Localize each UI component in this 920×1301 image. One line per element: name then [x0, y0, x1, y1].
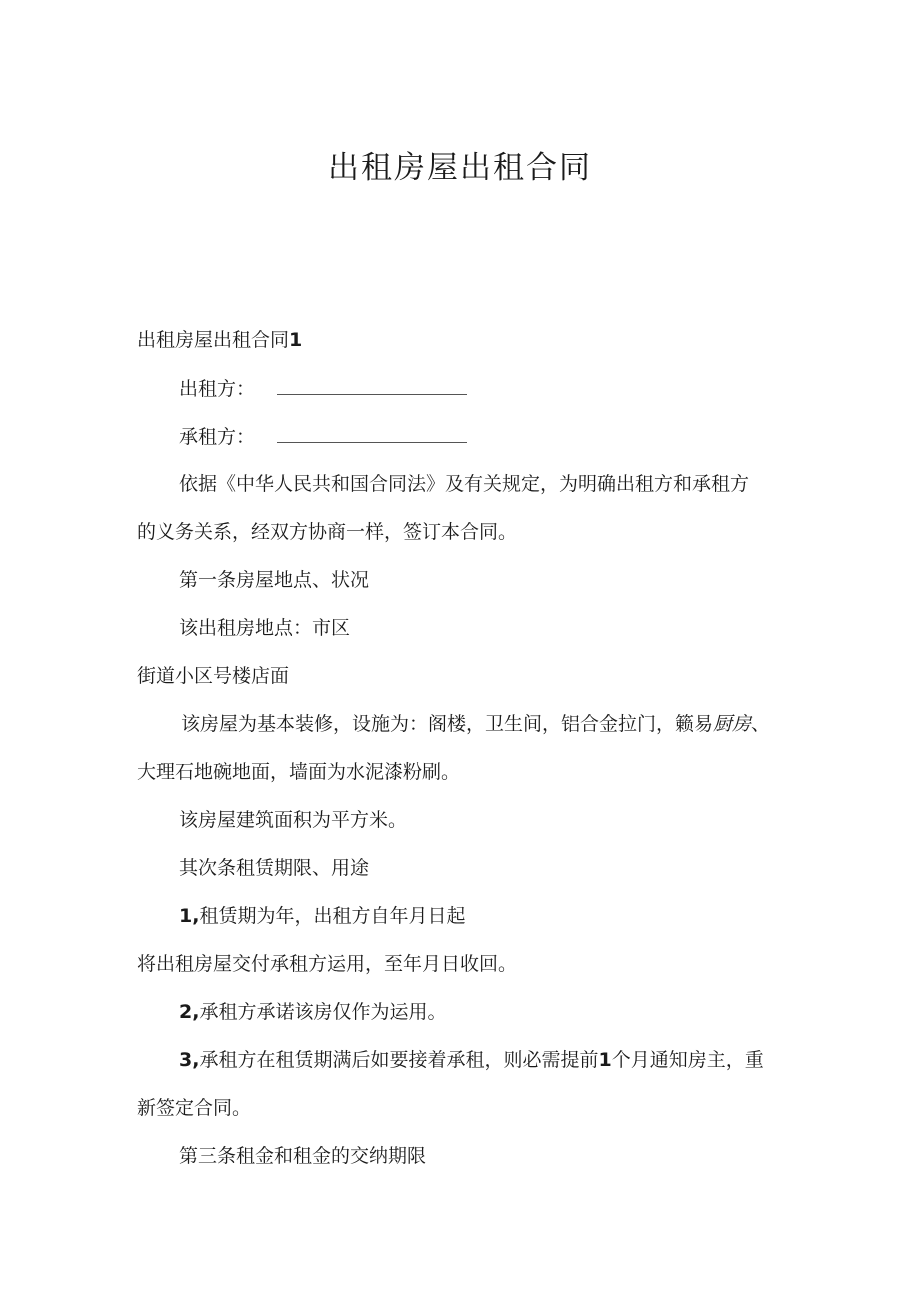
contract-heading — [137, 326, 302, 354]
intro-line-2: 的义务关系，经双方协商一样，签订本合同。 — [137, 521, 518, 543]
item-3-text-b: 个月通知房主，重 — [611, 1049, 764, 1071]
article-2-title: 其次条租赁期限、用途 — [179, 857, 370, 879]
facilities-text-b: 厨房 — [713, 713, 752, 735]
intro-line-1: 依据《中华人民共和国合同法》及有关规定，为明确出租方和承租方 — [179, 473, 750, 495]
item-3-number: 3, — [179, 1049, 200, 1071]
item-1-line — [179, 902, 465, 930]
item-2-text: 承租方承诺该房仅作为运用。 — [199, 1001, 447, 1023]
lessee-label: 承租方： — [179, 426, 256, 448]
document-title: 出租房屋出租合同 — [328, 150, 592, 186]
contract-heading-number: 1 — [289, 329, 303, 351]
lessee-line — [179, 423, 467, 451]
lessor-blank — [277, 376, 467, 395]
item-1-text: 租赁期为年，出租方自年月日起 — [199, 905, 466, 927]
article-3-title: 第三条租金和租金的交纳期限 — [179, 1145, 427, 1167]
address-line-1: 该出租房地点：市区 — [179, 617, 351, 639]
item-3-continuation: 新签定合同。 — [137, 1097, 252, 1119]
facilities-text-c: 、 — [751, 713, 771, 735]
area-line: 该房屋建筑面积为平方米。 — [179, 809, 408, 831]
lessor-label: 出租方： — [179, 378, 256, 400]
facilities-line-1 — [181, 710, 770, 738]
item-1-continuation: 将出租房屋交付承租方运用，至年月日收回。 — [137, 953, 518, 975]
item-3-line — [179, 1046, 764, 1074]
article-1-title: 第一条房屋地点、状况 — [179, 569, 370, 591]
item-2-number: 2, — [179, 1001, 200, 1023]
item-3-bold-number: 1 — [598, 1049, 612, 1071]
item-3-text-a: 承租方在租赁期满后如要接着承租，则必需提前 — [199, 1049, 599, 1071]
contract-heading-text: 出租房屋出租合同 — [137, 329, 290, 351]
item-1-number: 1, — [179, 905, 200, 927]
lessor-line — [179, 375, 467, 403]
address-line-2: 街道小区号楼店面 — [137, 665, 290, 687]
facilities-text-a: 该房屋为基本装修，设施为：阁楼，卫生间，铝合金拉门，籁易 — [181, 713, 714, 735]
lessee-blank — [277, 424, 467, 443]
item-2-line — [179, 998, 446, 1026]
facilities-line-2: 大理石地碗地面，墙面为水泥漆粉刷。 — [137, 761, 461, 783]
